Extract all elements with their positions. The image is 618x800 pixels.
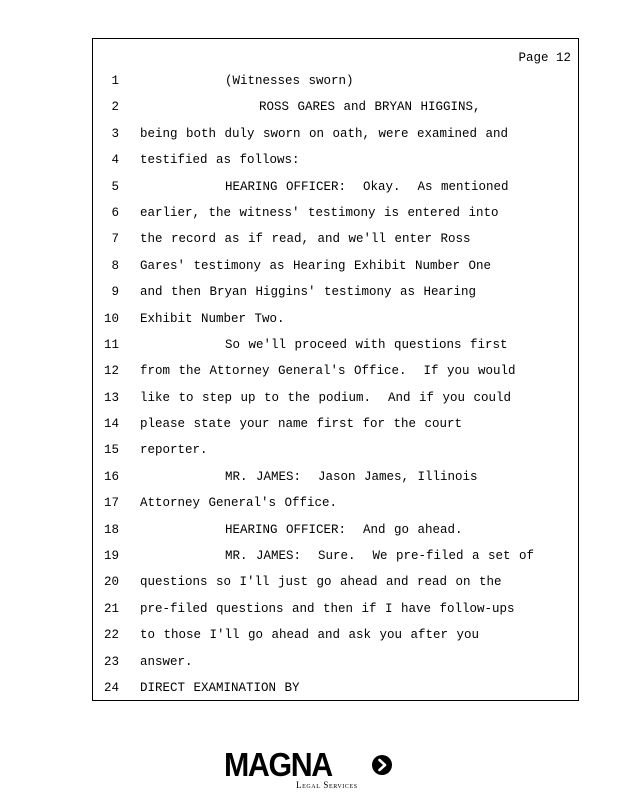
line-text: please state your name first for the court xyxy=(140,417,463,432)
line-text: being both duly sworn on oath, were examined and xyxy=(140,126,509,141)
line-number: 14 xyxy=(103,417,119,432)
line-number: 19 xyxy=(103,549,119,564)
line-text: DIRECT EXAMINATION BY xyxy=(140,680,300,695)
transcript-line xyxy=(93,99,578,125)
line-number: 9 xyxy=(111,285,119,300)
line-text: testified as follows: xyxy=(140,153,300,168)
line-text: pre-filed questions and then if I have follow-ups xyxy=(140,601,515,616)
transcript-line xyxy=(93,258,578,284)
page-number: Page 12 xyxy=(518,51,571,65)
transcript-page xyxy=(92,38,579,701)
line-text: reporter. xyxy=(140,443,208,458)
transcript-line xyxy=(93,390,578,416)
line-number: 21 xyxy=(103,601,119,616)
transcript-line xyxy=(93,680,578,706)
line-number: 22 xyxy=(103,628,119,643)
transcript-line xyxy=(93,205,578,231)
transcript-line xyxy=(93,495,578,521)
transcript-line xyxy=(93,73,578,99)
transcript-line xyxy=(93,284,578,310)
transcript-line xyxy=(93,522,578,548)
transcript-line xyxy=(93,231,578,257)
transcript-line xyxy=(93,126,578,152)
line-text: questions so I'll just go ahead and read on the xyxy=(140,575,502,590)
line-text: ROSS GARES and BRYAN HIGGINS, xyxy=(140,100,481,115)
line-number: 8 xyxy=(111,258,119,273)
line-text: like to step up to the podium. And if you could xyxy=(140,390,512,405)
line-text: answer. xyxy=(140,654,193,669)
transcript-line xyxy=(93,442,578,468)
line-text: HEARING OFFICER: Okay. As mentioned xyxy=(140,179,509,194)
line-number: 2 xyxy=(111,100,119,115)
line-number: 10 xyxy=(103,311,119,326)
line-number: 16 xyxy=(103,469,119,484)
line-text: the record as if read, and we'll enter Ross xyxy=(140,232,471,247)
line-number: 17 xyxy=(103,496,119,511)
transcript-line xyxy=(93,548,578,574)
line-number: 4 xyxy=(111,153,119,168)
logo-subtitle: Legal Services xyxy=(296,780,358,790)
transcript-line xyxy=(93,574,578,600)
line-text: HEARING OFFICER: And go ahead. xyxy=(140,522,463,537)
line-number: 23 xyxy=(103,654,119,669)
logo-wordmark: MAGNA xyxy=(224,746,332,783)
chevron-right-circle-icon xyxy=(372,755,392,775)
line-text: Attorney General's Office. xyxy=(140,496,338,511)
line-text: Exhibit Number Two. xyxy=(140,311,285,326)
line-number: 7 xyxy=(111,232,119,247)
transcript-line xyxy=(93,416,578,442)
line-text: earlier, the witness' testimony is entered into xyxy=(140,205,499,220)
line-number: 1 xyxy=(111,74,119,88)
line-text: from the Attorney General's Office. If you would xyxy=(140,364,516,379)
transcript-line xyxy=(93,469,578,495)
transcript-line xyxy=(93,311,578,337)
line-text: to those I'll go ahead and ask you after you xyxy=(140,628,480,643)
transcript-line xyxy=(93,654,578,680)
line-number: 18 xyxy=(103,522,119,537)
transcript-line xyxy=(93,337,578,363)
line-text: and then Bryan Higgins' testimony as Hearing xyxy=(140,285,477,300)
line-number: 5 xyxy=(111,179,119,194)
line-text: MR. JAMES: Jason James, Illinois xyxy=(140,469,478,484)
line-number: 12 xyxy=(103,364,119,379)
transcript-line xyxy=(93,179,578,205)
transcript-line xyxy=(93,627,578,653)
line-number: 13 xyxy=(103,390,119,405)
line-number: 15 xyxy=(103,443,119,458)
transcript-line xyxy=(93,363,578,389)
transcript-lines xyxy=(93,73,578,706)
transcript-line xyxy=(93,152,578,178)
line-number: 3 xyxy=(111,126,119,141)
line-text: Gares' testimony as Hearing Exhibit Number One xyxy=(140,258,492,273)
line-number: 24 xyxy=(103,680,119,695)
line-text: So we'll proceed with questions first xyxy=(140,337,508,352)
transcript-line xyxy=(93,601,578,627)
line-text: (Witnesses sworn) xyxy=(140,74,354,88)
line-number: 20 xyxy=(103,575,119,590)
line-number: 6 xyxy=(111,205,119,220)
magna-logo xyxy=(224,748,394,792)
line-text: MR. JAMES: Sure. We pre-filed a set of xyxy=(140,549,535,564)
line-number: 11 xyxy=(103,337,119,352)
